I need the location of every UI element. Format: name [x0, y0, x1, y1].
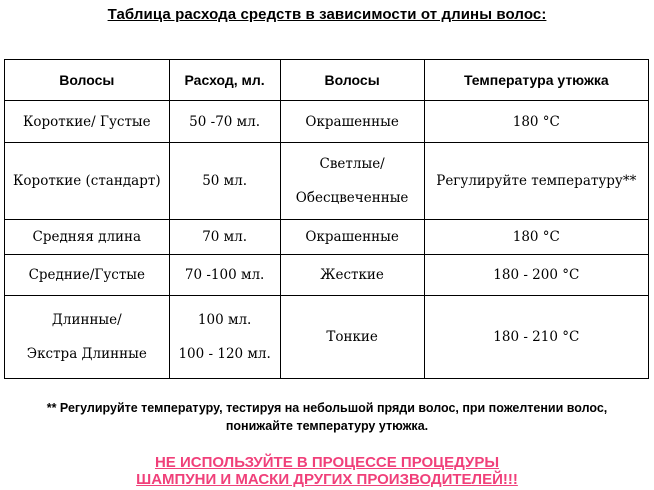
cell-hair-type: Окрашенные: [280, 220, 424, 255]
cell-hair-line2: Экстра Длинные: [26, 346, 147, 362]
cell-hair-type: Окрашенные: [280, 101, 424, 143]
footnote: [0, 399, 654, 435]
cell-temperature: 180 °C: [424, 101, 648, 143]
cell-hair: Короткие/ Густые: [5, 101, 170, 143]
cell-temperature: 180 - 210 °C: [424, 296, 648, 379]
cell-usage-line1: 100 мл.: [197, 312, 252, 328]
header-usage: Расход, мл.: [169, 60, 280, 101]
footnote-line1: ** Регулируйте температуру, тестируя на небольшой пряди волос, при пожелтении волос,: [46, 401, 608, 415]
cell-hair: Средняя длина: [5, 220, 170, 255]
header-hair: Волосы: [5, 60, 170, 101]
warning-notice: [0, 454, 654, 488]
cell-hair-type-line1: Светлые/: [319, 156, 385, 172]
table-row: [5, 101, 649, 143]
cell-hair-type: Тонкие: [280, 296, 424, 379]
cell-temperature: Регулируйте температуру**: [424, 143, 648, 220]
cell-usage: [169, 296, 280, 379]
table-row: [5, 220, 649, 255]
warning-line1: НЕ ИСПОЛЬЗУЙТЕ В ПРОЦЕССЕ ПРОЦЕДУРЫ: [154, 454, 500, 471]
header-hair-type: Волосы: [280, 60, 424, 101]
warning-line2: ШАМПУНИ И МАСКИ ДРУГИХ ПРОИЗВОДИТЕЛЕЙ!!!: [136, 471, 518, 488]
table-row: [5, 296, 649, 379]
table-header-row: [5, 60, 649, 101]
cell-usage-line2: 100 - 120 мл.: [178, 346, 271, 362]
cell-hair-line1: Длинные/: [51, 312, 122, 328]
cell-hair-type: [280, 143, 424, 220]
cell-temperature: 180 °C: [424, 220, 648, 255]
cell-usage: 50 -70 мл.: [169, 101, 280, 143]
cell-usage: 70 -100 мл.: [169, 255, 280, 296]
cell-hair-type-line2: Обесцвеченные: [295, 190, 409, 206]
cell-hair-type: Жесткие: [280, 255, 424, 296]
page-title: Таблица расхода средств в зависимости от длины волос:: [107, 6, 547, 23]
header-temperature: Температура утюжка: [424, 60, 648, 101]
table-row: [5, 255, 649, 296]
cell-temperature: 180 - 200 °C: [424, 255, 648, 296]
cell-usage: 70 мл.: [169, 220, 280, 255]
table-row: [5, 143, 649, 220]
cell-hair: [5, 296, 170, 379]
footnote-line2: понижайте температуру утюжка.: [225, 419, 429, 433]
cell-hair: Средние/Густые: [5, 255, 170, 296]
usage-table: [4, 59, 649, 379]
cell-usage: 50 мл.: [169, 143, 280, 220]
cell-hair: Короткие (стандарт): [5, 143, 170, 220]
